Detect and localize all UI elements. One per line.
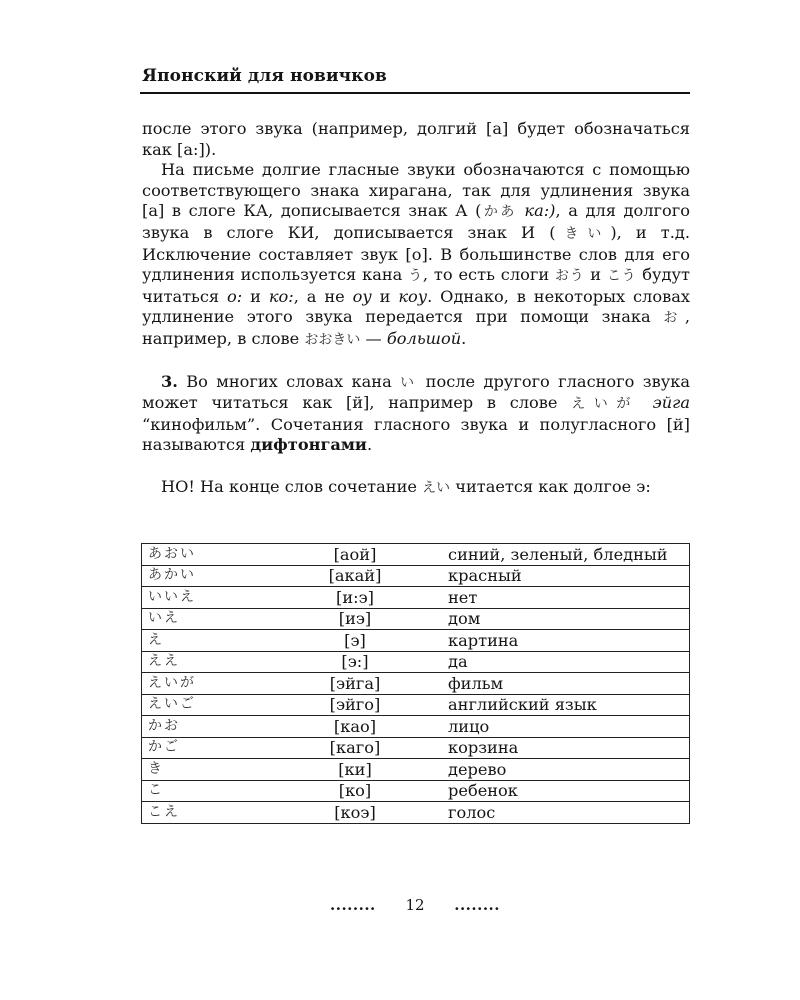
kana-cell: あおい xyxy=(142,544,275,566)
meaning-cell: да xyxy=(436,651,690,673)
meaning-cell: ребенок xyxy=(436,780,690,802)
vocabulary-table xyxy=(141,543,690,824)
paragraph-diphthongs: 3. Во многих словах кана い после другого гласного звука может читаться как [й], например в слове えいが эйга “кинофильм”. Сочетания гласного звука и полугласного [й] называются дифтонгами. xyxy=(142,371,690,455)
kana-cell: えいご xyxy=(142,694,275,716)
running-title: Японский для новичков xyxy=(142,66,387,86)
meaning-cell: картина xyxy=(436,630,690,652)
kana-cell: いえ xyxy=(142,608,275,630)
meaning-cell: дерево xyxy=(436,759,690,781)
kana-cell: え xyxy=(142,630,275,652)
reading-cell: [акай] xyxy=(274,565,436,587)
table-row xyxy=(142,630,690,652)
kana-cell: えいが xyxy=(142,673,275,695)
reading-cell: [као] xyxy=(274,716,436,738)
table-row xyxy=(142,673,690,695)
meaning-cell: красный xyxy=(436,565,690,587)
table-row xyxy=(142,780,690,802)
table-row xyxy=(142,651,690,673)
kana-cell: いいえ xyxy=(142,587,275,609)
meaning-cell: дом xyxy=(436,608,690,630)
kana-cell: こ xyxy=(142,780,275,802)
meaning-cell: лицо xyxy=(436,716,690,738)
table-row xyxy=(142,587,690,609)
meaning-cell: фильм xyxy=(436,673,690,695)
header-rule xyxy=(140,92,690,94)
paragraph-continuation: после этого звука (например, долгий [а] будет обозначаться как [а:]). xyxy=(142,119,690,159)
footer-dots-left: ........ xyxy=(330,896,376,914)
reading-cell: [коэ] xyxy=(274,802,436,824)
kana-cell: かお xyxy=(142,716,275,738)
meaning-cell: нет xyxy=(436,587,690,609)
table-row xyxy=(142,716,690,738)
meaning-cell: синий, зеленый, бледный xyxy=(436,544,690,566)
kana-cell: き xyxy=(142,759,275,781)
meaning-cell: английский язык xyxy=(436,694,690,716)
table-row xyxy=(142,544,690,566)
meaning-cell: голос xyxy=(436,802,690,824)
paragraph-gap xyxy=(142,351,690,372)
kana-cell: かご xyxy=(142,737,275,759)
table-row xyxy=(142,802,690,824)
reading-cell: [ко] xyxy=(274,780,436,802)
table-row xyxy=(142,694,690,716)
kana-cell: あかい xyxy=(142,565,275,587)
reading-cell: [и:э] xyxy=(274,587,436,609)
paragraph-exception: НО! На конце слов сочетание えい читается как долгое э: xyxy=(161,476,651,496)
page-body xyxy=(142,119,690,499)
page-number: 12 xyxy=(405,896,425,914)
vocabulary-table-body xyxy=(142,544,690,824)
table-row xyxy=(142,759,690,781)
kana-cell: こえ xyxy=(142,802,275,824)
kana-cell: ええ xyxy=(142,651,275,673)
reading-cell: [каго] xyxy=(274,737,436,759)
meaning-cell: корзина xyxy=(436,737,690,759)
reading-cell: [эйго] xyxy=(274,694,436,716)
page-footer xyxy=(330,896,500,914)
reading-cell: [э] xyxy=(274,630,436,652)
reading-cell: [ки] xyxy=(274,759,436,781)
table-row xyxy=(142,565,690,587)
table-row xyxy=(142,737,690,759)
reading-cell: [э:] xyxy=(274,651,436,673)
reading-cell: [аой] xyxy=(274,544,436,566)
reading-cell: [эйга] xyxy=(274,673,436,695)
table-row xyxy=(142,608,690,630)
paragraph-long-vowels: На письме долгие гласные звуки обозначаются с помощью соответствующего знака хирагана, так для удлинения звука [а] в слоге КА, дописывается знак А (かあ ка:), а для долгого звука в слоге КИ, дописывается знак И (きい), и т.д. Исключение составляет звук [о]. В большинстве слов для его удлинения используется кана う, то есть слоги おう и こう будут читаться о: и ко:, а не оу и коу. Однако, в некоторых словах удлинение этого звука передается при помощи знака お, например, в слове おおきい — большой. xyxy=(142,160,691,348)
footer-dots-right: ........ xyxy=(454,896,500,914)
reading-cell: [иэ] xyxy=(274,608,436,630)
paragraph-gap xyxy=(142,456,690,477)
